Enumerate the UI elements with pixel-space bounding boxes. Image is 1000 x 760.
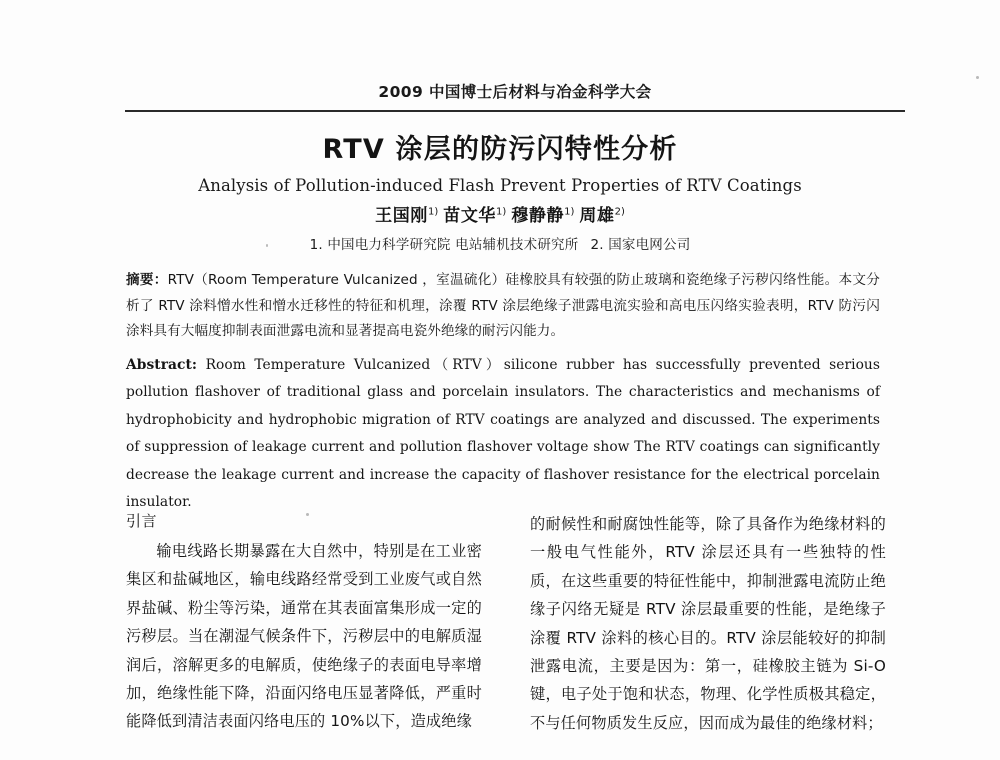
author-name: 苗文华 <box>443 205 497 226</box>
title-block <box>90 133 910 253</box>
scan-speck <box>266 244 268 247</box>
abstract-zone <box>126 268 880 517</box>
abstract-english-text: Room Temperature Vulcanized（RTV）silicone rubber has successfully prevented serious pollution flashover of traditional glass and porcelain insulators. The characteristics and mechanisms of hydrophobicity and hydrophobic migration of RTV coatings are analyzed and discussed. The experiments of suppression of leakage current and pollution flashover voltage show The RTV coatings can significantly decrease the leakage current and increase the capacity of flashover resistance for the electrical porcelain insulator. <box>126 356 880 510</box>
scan-speck <box>976 76 979 79</box>
abstract-english <box>126 352 880 517</box>
body-paragraph-right: 的耐候性和耐腐蚀性能等，除了具备作为绝缘材料的一般电气性能外，RTV 涂层还具有一些独特的性质，在这些重要的特征性能中，抑制泄露电流防止绝缘子闪络无疑是 RTV 涂层最重要的性能，是绝缘子涂覆 RTV 涂料的核心目的。RTV 涂层能较好的抑制泄露电流，主要是因为：第一，硅橡胶主链为 Si-O 键，电子处于饱和状态，物理、化学性质极其稳定，不与任何物质发生反应，因而成为最佳的绝缘材料； <box>530 515 886 732</box>
affiliation-1: 1. 中国电力科学研究院 电站辅机技术研究所 <box>309 236 579 253</box>
abstract-chinese-label: 摘要： <box>126 272 168 288</box>
body-columns <box>126 510 886 758</box>
author-affiliation-mark: 2) <box>614 206 625 218</box>
author-affiliation-mark: 1) <box>564 206 575 218</box>
page-subtitle-english: Analysis of Pollution-induced Flash Prevent Properties of RTV Coatings <box>198 175 802 195</box>
page-title: RTV 涂层的防污闪特性分析 <box>322 134 678 165</box>
author-affiliation-mark: 1) <box>496 206 507 218</box>
author-name: 王国刚 <box>375 205 428 226</box>
abstract-chinese <box>126 268 880 345</box>
author-affiliation-mark: 1) <box>427 206 439 218</box>
section-heading-introduction: 引言 <box>126 512 158 530</box>
column-right <box>530 510 886 758</box>
column-left <box>126 510 482 758</box>
affiliation-2: 2. 国家电网公司 <box>590 236 691 253</box>
running-head: 2009 中国博士后材料与冶金科学大会 <box>378 83 652 101</box>
author-name: 周雄 <box>579 205 615 226</box>
abstract-chinese-text: RTV（Room Temperature Vulcanized ，室温硫化）硅橡胶具有较强的防止玻璃和瓷绝缘子污秽闪络性能。本文分析了 RTV 涂料憎水性和憎水迁移性的特征和机理，涂覆 RTV 涂层绝缘子泄露电流实验和高电压闪络实验表明，RTV 防污闪涂料具有大幅度抑制表面泄露电流和显著提高电瓷外绝缘的耐污闪能力。 <box>126 272 880 339</box>
author-name: 穆静静 <box>511 205 565 226</box>
affiliation-line <box>90 233 910 253</box>
author-list <box>90 201 910 226</box>
body-paragraph-left: 输电线路长期暴露在大自然中，特别是在工业密集区和盐碱地区，输电线路经常受到工业废气或自然界盐碱、粉尘等污染，通常在其表面富集形成一定的污秽层。当在潮湿气候条件下，污秽层中的电解质湿润后，溶解更多的电解质，使绝缘子的表面电导率增加，绝缘性能下降，沿面闪络电压显著降低，严重时能降低到清洁表面闪络电压的 10%以下，造成绝缘 <box>126 542 482 731</box>
header-rule <box>125 110 905 112</box>
abstract-english-label: Abstract: <box>126 356 198 373</box>
scan-speck <box>306 513 309 516</box>
